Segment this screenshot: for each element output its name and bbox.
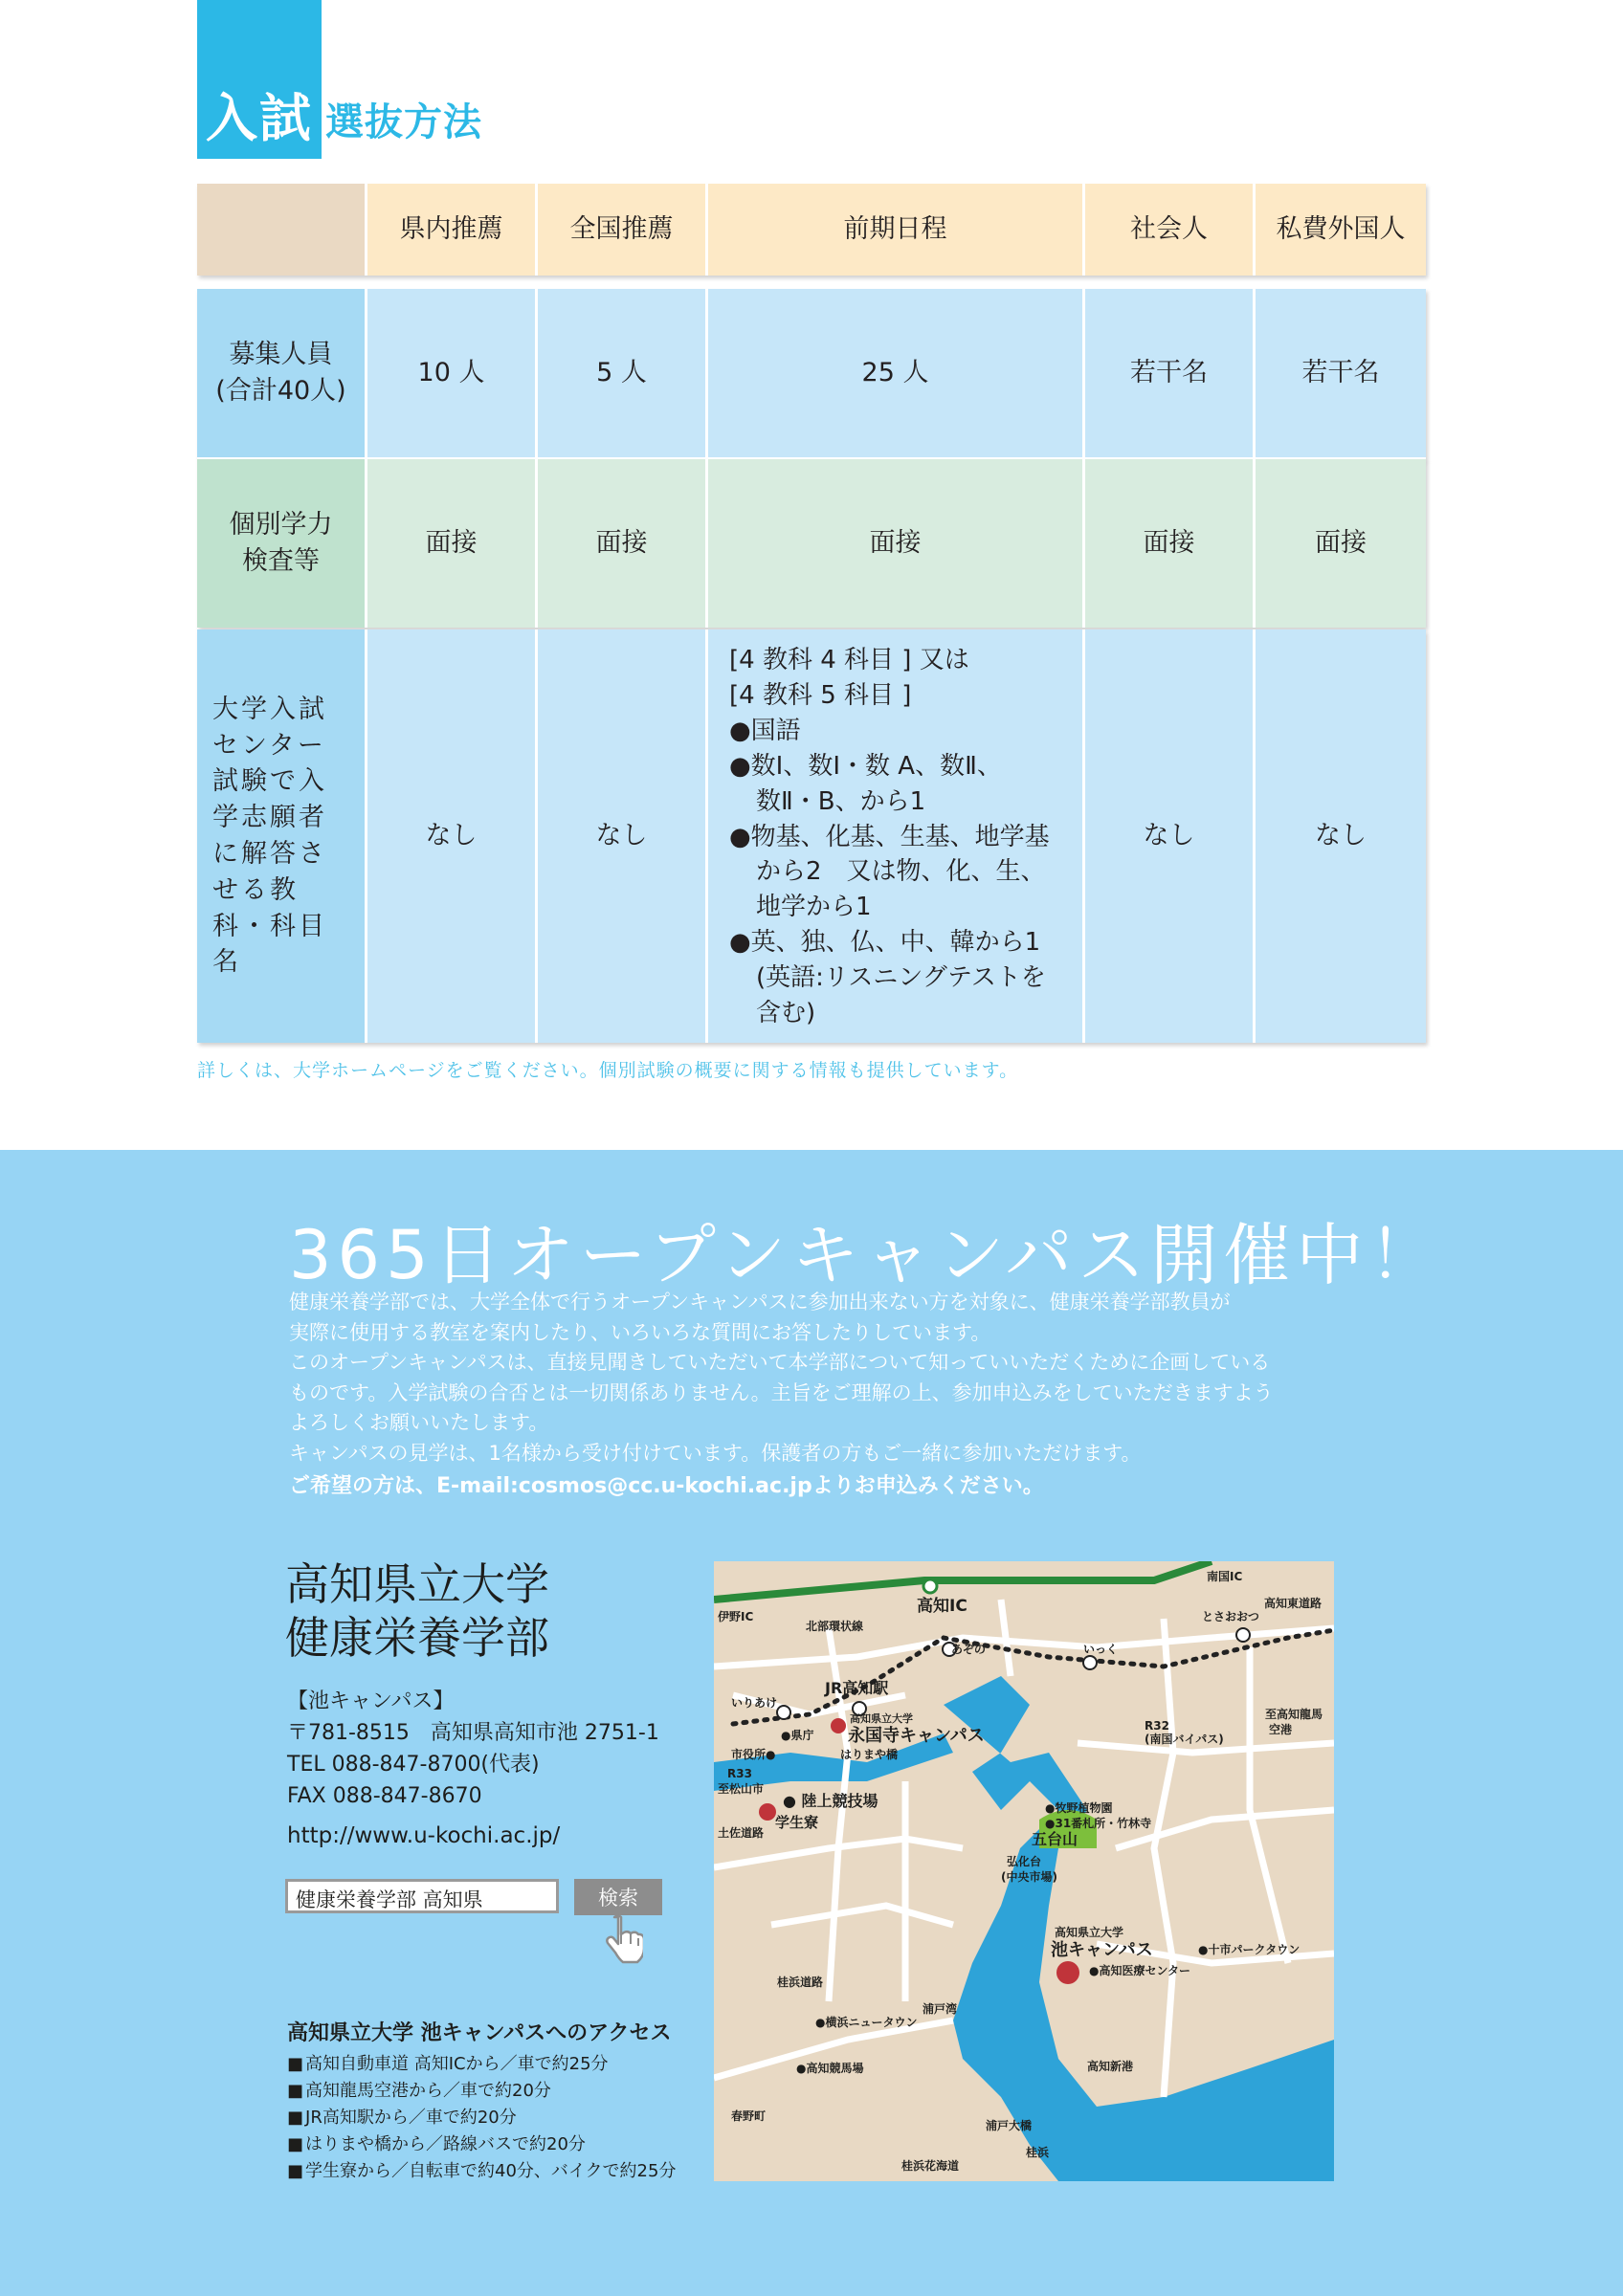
table-cell: 25 人 [708,289,1085,457]
access-item: ■ 学生寮から／自転車で約40分、バイクで約25分 [287,2158,676,2185]
table-cell: なし [538,629,708,1043]
header-cell: 前期日程 [708,184,1085,276]
table-cell: 5 人 [538,289,708,457]
station-marker [1083,1656,1097,1669]
heading-badge-text: 入試 [206,88,313,148]
table-cell: 若干名 [1256,289,1426,457]
map-label: とさおおつ [1202,1610,1259,1623]
map-label: R33 [727,1767,752,1780]
website-url: http://www.u-kochi.ac.jp/ [287,1823,561,1848]
map-label: (中央市場) [1001,1870,1057,1884]
open-campus-description [289,1288,1342,1468]
eikokuji-campus-marker [831,1718,846,1733]
map-label: 高知県立大学 [1055,1926,1124,1939]
map-label: いっく [1083,1643,1119,1656]
map-label: 学生寮 [775,1814,819,1831]
faculty-name-line: 健康栄養学部 [285,1612,549,1665]
map-label: 桂浜花海道 [901,2159,960,2173]
map-label: 浦戸湾 [923,2002,958,2016]
dormitory-marker [759,1803,776,1821]
map-label: 土佐道路 [718,1826,765,1840]
access-item: ■ JR高知駅から／車で約20分 [287,2105,676,2131]
subject-line: (英語:リスニングテストを [756,963,1046,993]
access-item: ■ はりまや橋から／路線バスで約20分 [287,2131,676,2158]
map-label: 弘化台 [1007,1855,1042,1868]
header-cell: 私費外国人 [1256,184,1426,276]
map-label: 高知県立大学 [850,1712,913,1725]
university-name-line: 高知県立大学 [285,1558,549,1610]
map-label: ●牧野植物園 [1045,1801,1113,1815]
map-label: ●31番札所・竹林寺 [1045,1817,1152,1830]
university-name [285,1557,549,1665]
map-label: 至高知龍馬 [1265,1708,1323,1721]
description-line: このオープンキャンパスは、直接見聞きしていただいて本学部について知っていいただくために企画している [289,1351,1271,1374]
access-title: 高知県立大学 池キャンパスへのアクセス [287,2021,672,2045]
table-cell: 10 人 [367,289,538,457]
bay-shape [944,1676,1334,2181]
map-label: ●県庁 [781,1729,814,1742]
expressway-line [714,1561,1212,1600]
heading-subtitle: 選抜方法 [325,100,482,144]
table-cell: 面接 [1085,459,1256,628]
campus-map [714,1561,1334,2181]
description-line: 実際に使用する教室を案内したり、いろいろな質問にお答したりしています。 [289,1320,991,1344]
table-note: 詳しくは、大学ホームページをご覧ください。個別試験の概要に関する情報も提供しています。 [197,1060,1019,1081]
map-label: 五台山 [1032,1830,1078,1848]
station-marker [1236,1628,1250,1642]
row-label-center-exam: 大学入試センター試験で入学志願者に解答させる教科・科目名 [197,629,367,1043]
open-campus-contact: ご希望の方は、E-mail:cosmos@cc.u-kochi.ac.jpよりお申込みください。 [289,1474,1044,1498]
ic-marker [923,1579,937,1593]
description-line: 健康栄養学部では、大学全体で行うオープンキャンパスに参加出来ない方を対象に、健康栄養学部教員が [289,1291,1231,1314]
header-blank [197,184,367,276]
description-line: ものです。入学試験の合否とは一切関係ありません。主旨をご理解の上、参加申込みをしていただきますよう [289,1380,1274,1404]
map-label: 空港 [1269,1723,1293,1736]
fax-number: FAX 088-847-8670 [287,1784,482,1808]
table-cell: なし [367,629,538,1043]
subject-line: ●物基、化基、生基、地学基 [729,822,1050,851]
search-input[interactable]: 健康栄養学部 高知県 [285,1879,559,1913]
subjects-list [729,643,1050,1031]
hand-pointer-icon [601,1913,643,1965]
map-label: 春野町 [731,2109,767,2123]
map-label: ●高知競馬場 [796,2062,864,2075]
map-label: 高知東道路 [1264,1597,1323,1610]
map-label: 池キャンパス [1051,1940,1153,1960]
table-row-capacity [197,289,1426,460]
map-label: ● 陸上競技場 [783,1792,878,1810]
access-item: ■ 高知自動車道 高知ICから／車で約25分 [287,2051,676,2078]
table-row-center-exam [197,629,1426,1043]
table-cell: なし [1256,629,1426,1043]
map-label: 至松山市 [718,1782,765,1796]
map-label: 桂浜 [1026,2146,1050,2159]
table-cell: 面接 [708,459,1085,628]
header-cell: 全国推薦 [538,184,708,276]
map-label: 伊野IC [718,1610,754,1623]
map-label: 桂浜道路 [777,1976,824,1989]
search-button[interactable]: 検索 [574,1879,662,1915]
map-label: ●高知医療センター [1089,1964,1190,1977]
header-cell: 県内推薦 [367,184,538,276]
map-label: JR高知駅 [825,1679,889,1697]
table-row-individual [197,459,1426,628]
map-label: 高知新港 [1087,2060,1134,2073]
subject-line: [4 教科 5 科目 ] [729,680,912,710]
map-label: 南国IC [1207,1570,1243,1583]
subject-line: から2 又は物、化、生、 [756,857,1046,887]
map-label: 市役所● [731,1748,776,1761]
open-campus-title: 365日オープンキャンパス開催中！ [289,1216,1442,1294]
subject-line: ●国語 [729,716,801,745]
map-label: 北部環状線 [806,1620,864,1633]
subjects-cell [708,629,1085,1043]
address-block [287,1686,659,1812]
table-cell: 面接 [367,459,538,628]
subject-line: 含む) [756,999,816,1028]
description-line: よろしくお願いいたします。 [289,1411,549,1434]
postal-address: 〒781-8515 高知県高知市池 2751-1 [287,1721,659,1745]
table-cell: 面接 [1256,459,1426,628]
subject-line: [4 教科 4 科目 ] 又は [729,646,969,674]
heading-badge [197,0,322,159]
subject-line: 地学から1 [756,893,872,922]
access-list [287,2051,676,2185]
map-label: ●十市パークタウン [1198,1943,1301,1956]
table-header-row [197,184,1426,276]
map-label: (南国バイパス) [1145,1733,1224,1746]
campus-label: 【池キャンパス】 [287,1689,455,1713]
ike-campus-marker [1056,1961,1079,1984]
table-cell: 面接 [538,459,708,628]
subject-line: 数Ⅱ・B、から1 [756,786,926,816]
description-line: キャンパスの見学は、1名様から受け付けています。保護者の方もご一緒に参加いただけます。 [289,1441,1142,1465]
map-label: ●横浜ニュータウン [815,2016,918,2029]
subject-line: ●数Ⅰ、数Ⅰ・数 A、数Ⅱ、 [729,751,1002,781]
table-cell: なし [1085,629,1256,1043]
map-graphic [714,1561,1334,2181]
map-label: 浦戸大橋 [986,2119,1033,2132]
access-item: ■ 高知龍馬空港から／車で約20分 [287,2078,676,2105]
table-cell: 若干名 [1085,289,1256,457]
map-label: 高知IC [917,1597,967,1616]
map-label: いりあけ [731,1696,778,1710]
map-label: R32 [1145,1719,1169,1733]
subject-line: ●英、独、仏、中、韓から1 [729,928,1041,958]
row-label-capacity: 募集人員 (合計40人) [197,289,367,457]
map-label: あぞの [951,1643,987,1656]
header-cell: 社会人 [1085,184,1256,276]
row-label-individual: 個別学力 検査等 [197,459,367,628]
map-label: 永国寺キャンパス [848,1726,985,1746]
phone-number: TEL 088-847-8700(代表) [287,1753,540,1777]
map-label: はりまや橋 [840,1748,899,1761]
station-marker [777,1706,790,1719]
